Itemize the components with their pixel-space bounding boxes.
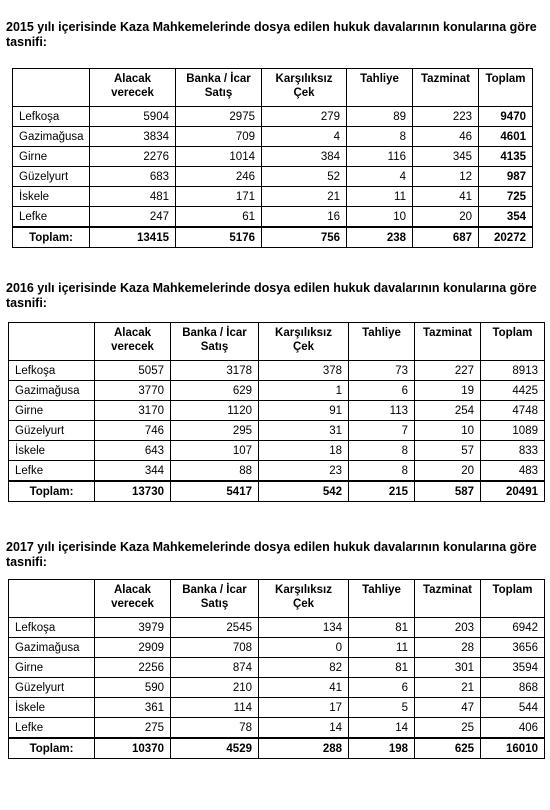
value-cell: 4601 [479, 127, 533, 147]
value-cell: 8913 [481, 361, 545, 381]
statistics-table [8, 579, 545, 759]
table-row [13, 207, 533, 228]
row-label-cell: Lefkoşa [9, 618, 95, 638]
table-header-row [9, 323, 545, 361]
value-cell: 708 [171, 638, 259, 658]
value-cell: 3656 [481, 638, 545, 658]
table-row [13, 167, 533, 187]
value-cell: 91 [259, 401, 349, 421]
table-row [13, 187, 533, 207]
table-row [9, 658, 545, 678]
value-cell: 874 [171, 658, 259, 678]
table-row [9, 698, 545, 718]
table-row [9, 441, 545, 461]
row-label-cell: İskele [9, 441, 95, 461]
row-label-cell: Lefke [13, 207, 90, 228]
value-cell: 20 [413, 207, 479, 228]
value-cell: 3178 [171, 361, 259, 381]
section-title [6, 281, 546, 311]
total-value-cell: 5417 [171, 481, 259, 502]
value-cell: 10 [415, 421, 481, 441]
value-cell: 3770 [95, 381, 171, 401]
value-cell: 354 [479, 207, 533, 228]
value-cell: 2545 [171, 618, 259, 638]
value-cell: 345 [413, 147, 479, 167]
column-header: Tazminat [415, 580, 481, 618]
value-cell: 10 [347, 207, 413, 228]
value-cell: 4135 [479, 147, 533, 167]
value-cell: 114 [171, 698, 259, 718]
value-cell: 295 [171, 421, 259, 441]
value-cell: 406 [481, 718, 545, 739]
row-label-cell: Gazimağusa [13, 127, 90, 147]
value-cell: 344 [95, 461, 171, 482]
value-cell: 2909 [95, 638, 171, 658]
value-cell: 987 [479, 167, 533, 187]
value-cell: 14 [349, 718, 415, 739]
value-cell: 868 [481, 678, 545, 698]
header-empty-cell [13, 69, 90, 107]
column-header: Alacak verecek [95, 580, 171, 618]
table-row [9, 638, 545, 658]
row-label-cell: Gazimağusa [9, 381, 95, 401]
value-cell: 12 [413, 167, 479, 187]
row-label-cell: Girne [9, 401, 95, 421]
row-label-cell: İskele [13, 187, 90, 207]
row-label-cell: Gazimağusa [9, 638, 95, 658]
value-cell: 82 [259, 658, 349, 678]
value-cell: 683 [90, 167, 176, 187]
value-cell: 31 [259, 421, 349, 441]
total-value-cell: 16010 [481, 738, 545, 759]
value-cell: 8 [349, 461, 415, 482]
column-header: Tahliye [347, 69, 413, 107]
value-cell: 223 [413, 107, 479, 127]
value-cell: 73 [349, 361, 415, 381]
value-cell: 57 [415, 441, 481, 461]
value-cell: 6 [349, 381, 415, 401]
column-header: Banka / İcar Satış [171, 323, 259, 361]
value-cell: 279 [262, 107, 347, 127]
value-cell: 3979 [95, 618, 171, 638]
table-row [9, 361, 545, 381]
section-title [6, 540, 546, 570]
value-cell: 18 [259, 441, 349, 461]
column-header: Tazminat [415, 323, 481, 361]
total-value-cell: 756 [262, 227, 347, 248]
value-cell: 89 [347, 107, 413, 127]
row-label-cell: Lefke [9, 461, 95, 482]
row-label-cell: Güzelyurt [13, 167, 90, 187]
table-row [13, 147, 533, 167]
value-cell: 8 [349, 441, 415, 461]
table-row [9, 718, 545, 739]
value-cell: 78 [171, 718, 259, 739]
row-label-cell: Girne [13, 147, 90, 167]
value-cell: 11 [349, 638, 415, 658]
table-header-row [13, 69, 533, 107]
value-cell: 1 [259, 381, 349, 401]
title-line-1: 2016 yılı içerisinde Kaza Mahkemelerinde dosya edilen hukuk davalarının konularına göre [6, 281, 537, 295]
header-empty-cell [9, 323, 95, 361]
total-value-cell: 4529 [171, 738, 259, 759]
value-cell: 275 [95, 718, 171, 739]
total-value-cell: 20491 [481, 481, 545, 502]
title-line-2: tasnifi: [6, 555, 47, 569]
column-header: Tazminat [413, 69, 479, 107]
value-cell: 41 [413, 187, 479, 207]
value-cell: 709 [176, 127, 262, 147]
column-header: Karşılıksız Çek [259, 580, 349, 618]
title-line-1: 2015 yılı içerisinde Kaza Mahkemelerinde dosya edilen hukuk davalarının konularına göre [6, 20, 537, 34]
value-cell: 88 [171, 461, 259, 482]
value-cell: 746 [95, 421, 171, 441]
value-cell: 113 [349, 401, 415, 421]
value-cell: 19 [415, 381, 481, 401]
value-cell: 4 [347, 167, 413, 187]
value-cell: 4425 [481, 381, 545, 401]
value-cell: 3834 [90, 127, 176, 147]
value-cell: 1120 [171, 401, 259, 421]
row-label-cell: Lefkoşa [13, 107, 90, 127]
value-cell: 483 [481, 461, 545, 482]
value-cell: 210 [171, 678, 259, 698]
value-cell: 2276 [90, 147, 176, 167]
table-row [9, 381, 545, 401]
value-cell: 481 [90, 187, 176, 207]
value-cell: 116 [347, 147, 413, 167]
total-value-cell: 215 [349, 481, 415, 502]
column-header: Karşılıksız Çek [262, 69, 347, 107]
value-cell: 0 [259, 638, 349, 658]
section-title [6, 20, 546, 50]
value-cell: 254 [415, 401, 481, 421]
value-cell: 5057 [95, 361, 171, 381]
title-line-2: tasnifi: [6, 35, 47, 49]
table-row [9, 678, 545, 698]
value-cell: 4748 [481, 401, 545, 421]
value-cell: 47 [415, 698, 481, 718]
table-row [9, 421, 545, 441]
title-line-1: 2017 yılı içerisinde Kaza Mahkemelerinde dosya edilen hukuk davalarının konularına göre [6, 540, 537, 554]
value-cell: 46 [413, 127, 479, 147]
value-cell: 725 [479, 187, 533, 207]
value-cell: 247 [90, 207, 176, 228]
value-cell: 1089 [481, 421, 545, 441]
column-header: Toplam [479, 69, 533, 107]
total-value-cell: 542 [259, 481, 349, 502]
value-cell: 384 [262, 147, 347, 167]
value-cell: 544 [481, 698, 545, 718]
value-cell: 1014 [176, 147, 262, 167]
table-header-row [9, 580, 545, 618]
total-value-cell: 20272 [479, 227, 533, 248]
total-row [9, 481, 545, 502]
value-cell: 81 [349, 658, 415, 678]
value-cell: 28 [415, 638, 481, 658]
row-label-cell: Güzelyurt [9, 678, 95, 698]
value-cell: 643 [95, 441, 171, 461]
column-header: Tahliye [349, 323, 415, 361]
value-cell: 21 [262, 187, 347, 207]
row-label-cell: Girne [9, 658, 95, 678]
value-cell: 833 [481, 441, 545, 461]
column-header: Toplam [481, 580, 545, 618]
table-row [9, 618, 545, 638]
value-cell: 629 [171, 381, 259, 401]
table-row [9, 461, 545, 482]
total-value-cell: 10370 [95, 738, 171, 759]
total-label-cell: Toplam: [9, 481, 95, 502]
table-row [9, 401, 545, 421]
value-cell: 20 [415, 461, 481, 482]
value-cell: 6 [349, 678, 415, 698]
column-header: Toplam [481, 323, 545, 361]
value-cell: 61 [176, 207, 262, 228]
value-cell: 17 [259, 698, 349, 718]
header-empty-cell [9, 580, 95, 618]
total-value-cell: 288 [259, 738, 349, 759]
value-cell: 8 [347, 127, 413, 147]
total-value-cell: 5176 [176, 227, 262, 248]
statistics-table [8, 322, 545, 502]
total-value-cell: 587 [415, 481, 481, 502]
value-cell: 107 [171, 441, 259, 461]
value-cell: 134 [259, 618, 349, 638]
total-row [13, 227, 533, 248]
value-cell: 81 [349, 618, 415, 638]
total-label-cell: Toplam: [9, 738, 95, 759]
table-row [13, 107, 533, 127]
value-cell: 2975 [176, 107, 262, 127]
value-cell: 3170 [95, 401, 171, 421]
value-cell: 41 [259, 678, 349, 698]
value-cell: 590 [95, 678, 171, 698]
row-label-cell: Lefke [9, 718, 95, 739]
value-cell: 23 [259, 461, 349, 482]
total-value-cell: 238 [347, 227, 413, 248]
value-cell: 21 [415, 678, 481, 698]
value-cell: 3594 [481, 658, 545, 678]
value-cell: 378 [259, 361, 349, 381]
value-cell: 9470 [479, 107, 533, 127]
value-cell: 14 [259, 718, 349, 739]
value-cell: 7 [349, 421, 415, 441]
title-line-2: tasnifi: [6, 296, 47, 310]
value-cell: 203 [415, 618, 481, 638]
value-cell: 227 [415, 361, 481, 381]
total-row [9, 738, 545, 759]
row-label-cell: İskele [9, 698, 95, 718]
column-header: Alacak verecek [90, 69, 176, 107]
value-cell: 246 [176, 167, 262, 187]
total-label-cell: Toplam: [13, 227, 90, 248]
column-header: Alacak verecek [95, 323, 171, 361]
value-cell: 2256 [95, 658, 171, 678]
column-header: Tahliye [349, 580, 415, 618]
value-cell: 301 [415, 658, 481, 678]
value-cell: 171 [176, 187, 262, 207]
value-cell: 4 [262, 127, 347, 147]
column-header: Banka / İcar Satış [176, 69, 262, 107]
value-cell: 361 [95, 698, 171, 718]
table-row [13, 127, 533, 147]
column-header: Banka / İcar Satış [171, 580, 259, 618]
value-cell: 16 [262, 207, 347, 228]
column-header: Karşılıksız Çek [259, 323, 349, 361]
value-cell: 52 [262, 167, 347, 187]
value-cell: 5 [349, 698, 415, 718]
value-cell: 25 [415, 718, 481, 739]
value-cell: 6942 [481, 618, 545, 638]
row-label-cell: Lefkoşa [9, 361, 95, 381]
row-label-cell: Güzelyurt [9, 421, 95, 441]
total-value-cell: 687 [413, 227, 479, 248]
total-value-cell: 198 [349, 738, 415, 759]
value-cell: 11 [347, 187, 413, 207]
value-cell: 5904 [90, 107, 176, 127]
total-value-cell: 625 [415, 738, 481, 759]
total-value-cell: 13415 [90, 227, 176, 248]
total-value-cell: 13730 [95, 481, 171, 502]
statistics-table [12, 68, 533, 248]
